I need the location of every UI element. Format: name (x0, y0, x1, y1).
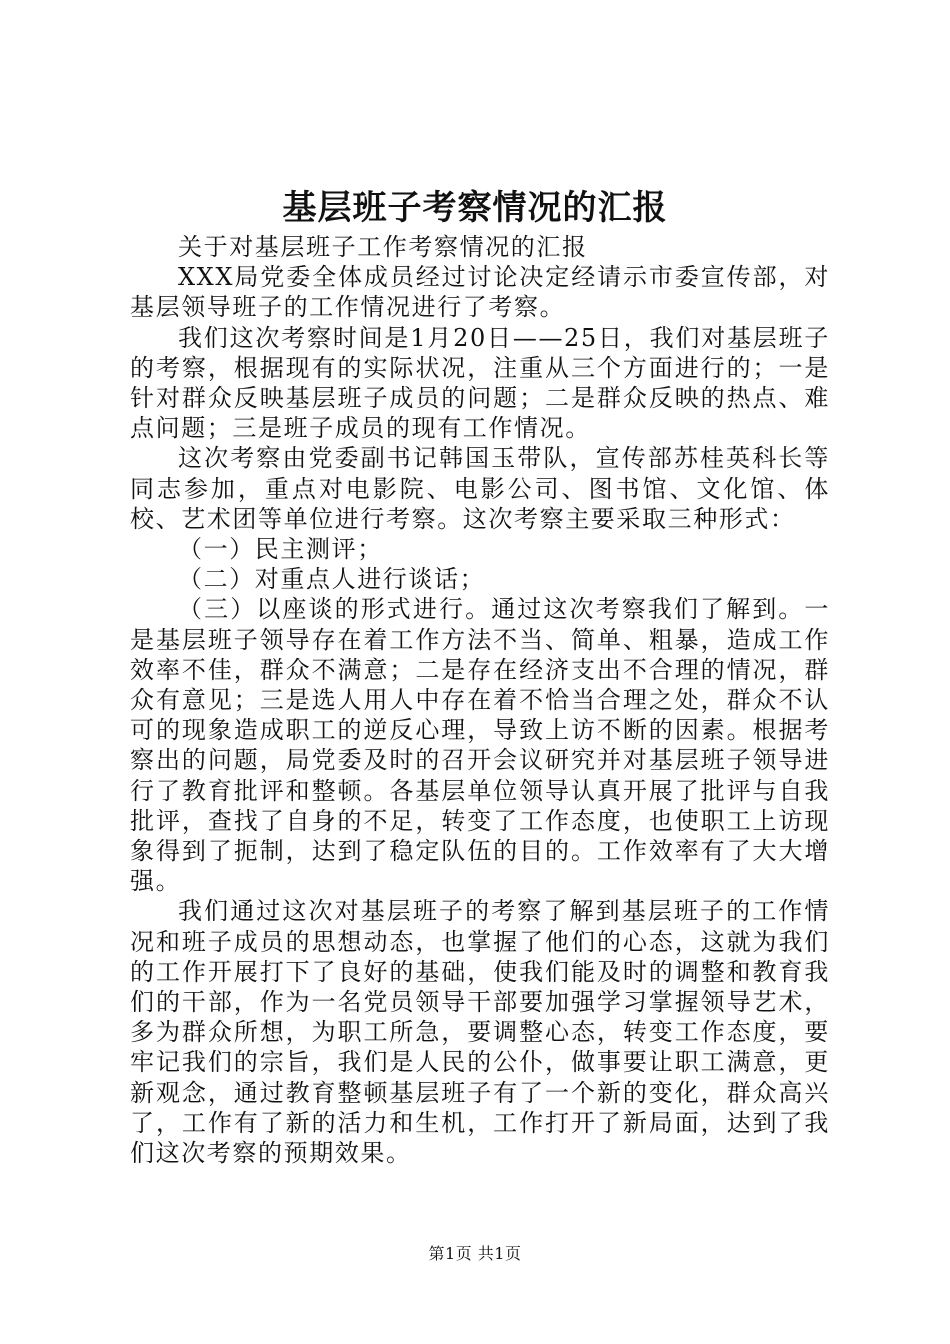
paragraph-heading: 关于对基层班子工作考察情况的汇报 (178, 233, 588, 261)
document-body (130, 232, 830, 1168)
paragraph: XXX局党委全体成员经过讨论决定经请示市委宣传部，对基层领导班子的工作情况进行了考察。 (130, 263, 830, 322)
document-title: 基层班子考察情况的汇报 (282, 188, 668, 228)
list-item: （一）民主测评； (178, 535, 383, 564)
paragraph: 我们这次考察时间是1月20日——25日，我们对基层班子的考察，根据现有的实际状况，注重从三个方面进行的；一是针对群众反映基层班子成员的问题；二是群众反映的热点、难点问题；三是班子成员的现有工作情况。 (130, 323, 830, 443)
list-item: （二）对重点人进行谈话； (178, 565, 486, 594)
paragraph: 这次考察由党委副书记韩国玉带队，宣传部苏桂英科长等同志参加，重点对电影院、电影公司、图书馆、文化馆、体校、艺术团等单位进行考察。这次考察主要采取三种形式： (130, 444, 830, 533)
list-item: （三）以座谈的形式进行。通过这次考察我们了解到。一是基层班子领导存在着工作方法不当、简单、粗暴，造成工作效率不佳，群众不满意；二是存在经济支出不合理的情况，群众有意见；三是选人用人中存在着不恰当合理之处，群众不认可的现象造成职工的逆反心理，导致上访不断的因素。根据考察出的问题，局党委及时的召开会议研究并对基层班子领导进行了教育批评和整顿。各基层单位领导认真开展了批评与自我批评，查找了自身的不足，转变了工作态度，也使职工上访现象得到了扼制，达到了稳定队伍的目的。工作效率有了大大增强。 (130, 595, 830, 896)
page-footer: 第1页 共1页 (428, 1244, 522, 1263)
paragraph: 我们通过这次对基层班子的考察了解到基层班子的工作情况和班子成员的思想动态，也掌握了他们的心态，这就为我们的工作开展打下了良好的基础，使我们能及时的调整和教育我们的干部，作为一名党员领导干部要加强学习掌握领导艺术，多为群众所想，为职工所急，要调整心态，转变工作态度，要牢记我们的宗旨，我们是人民的公仆，做事要让职工满意，更新观念，通过教育整顿基层班子有了一个新的变化，群众高兴了，工作有了新的活力和生机，工作打开了新局面，达到了我们这次考察的预期效果。 (130, 897, 830, 1168)
